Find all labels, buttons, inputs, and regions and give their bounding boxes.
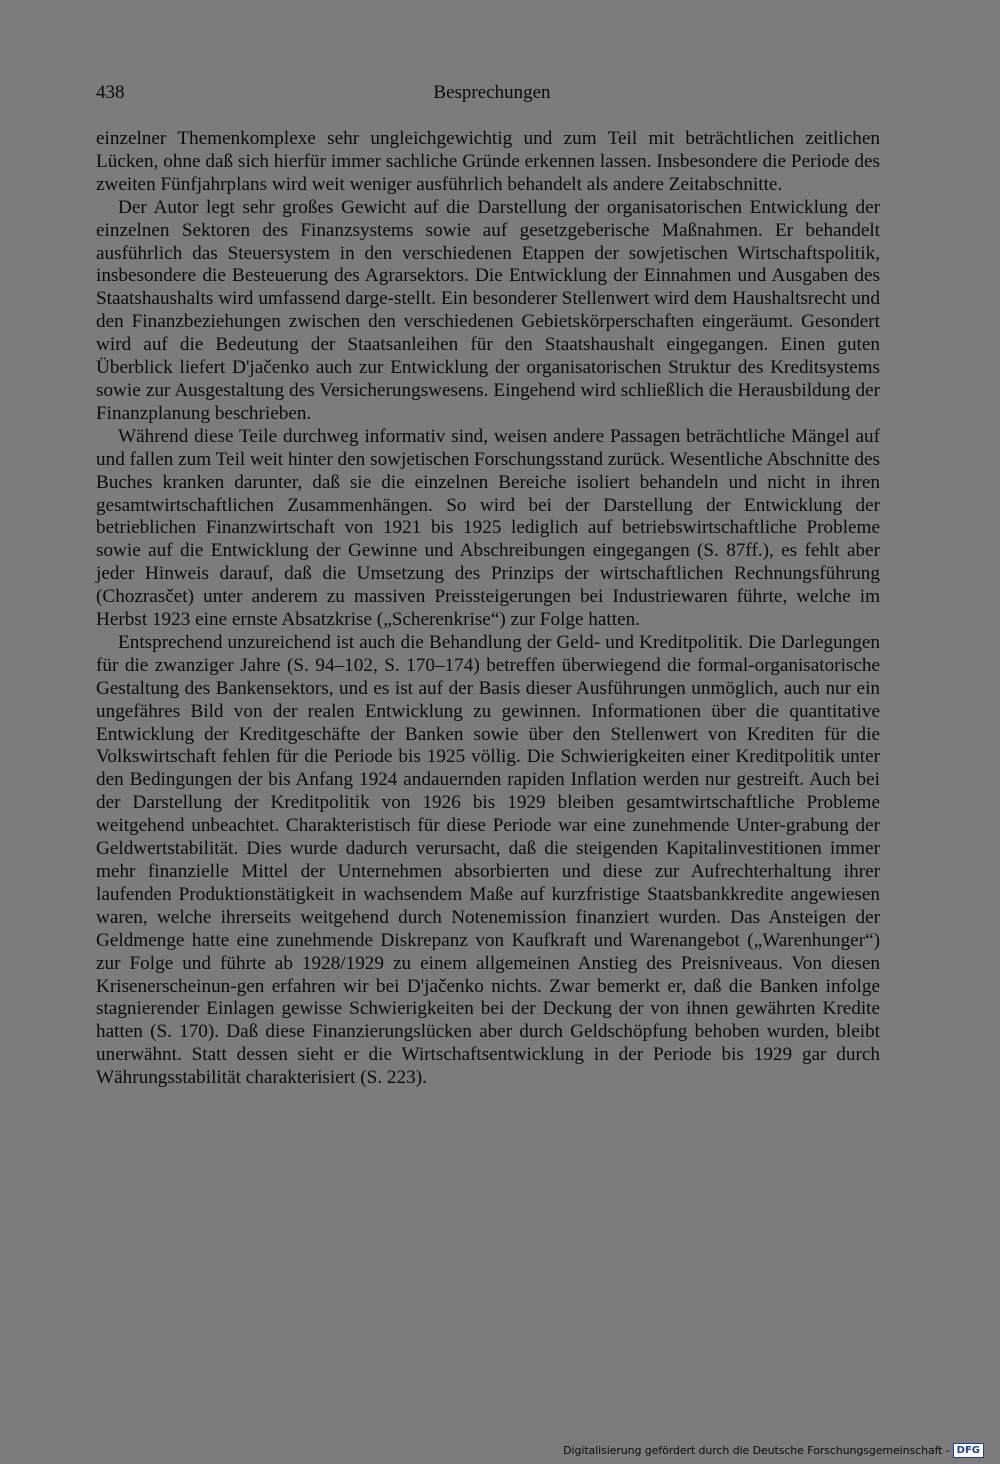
dfg-logo-icon: DFG [953, 1443, 984, 1458]
digitization-footer [563, 1442, 984, 1458]
paragraph-1: einzelner Themenkomplexe sehr ungleichgewichtig und zum Teil mit beträchtlichen zeitlichen Lücken, ohne daß sich hierfür immer sachliche Gründe erkennen lassen. Insbesondere die Periode des zweiten Fünfjahrplans wird weit weniger ausführlich behandelt als andere Zeitabschnitte. [96, 128, 880, 195]
body-text [96, 128, 880, 1090]
footer-credit-text: Digitalisierung gefördert durch die Deutsche Forschungsgemeinschaft - [563, 1443, 950, 1457]
running-header [96, 78, 880, 108]
paragraph-2: Der Autor legt sehr großes Gewicht auf die Darstellung der organisatorischen Entwicklung der einzelnen Sektoren des Finanzsystems sowie auf gesetzgeberische Maßnahmen. Er behandelt ausführlich das Steuersystem in den verschiedenen Etappen der sowjetischen Wirtschaftspolitik, insbesondere die Besteuerung des Agrarsektors. Die Entwicklung der Einnahmen und Ausgaben des Staatshaushalts wird umfassend darge-stellt. Ein besonderer Stellenwert wird dem Haushaltsrecht und den Finanzbeziehungen zwischen den verschiedenen Gebietskörperschaften eingeräumt. Gesondert wird auf die Bedeutung der Staatsanleihen für den Staatshaushalt eingegangen. Einen guten Überblick liefert D'jačenko auch zur Entwicklung der organisatorischen Struktur des Kreditsystems sowie zur Ausgestaltung des Versicherungswesens. Eingehend wird schließlich die Herausbildung der Finanzplanung beschrieben. [96, 196, 880, 424]
paragraph-3: Während diese Teile durchweg informativ sind, weisen andere Passagen beträchtliche Mängel auf und fallen zum Teil weit hinter den sowjetischen Forschungsstand zurück. Wesentliche Abschnitte des Buches kranken darunter, daß sie die einzelnen Bereiche isoliert behandeln und nicht in ihren gesamtwirtschaftlichen Zusammenhängen. So wird bei der Darstellung der Entwicklung der betrieblichen Finanzwirtschaft von 1921 bis 1925 lediglich auf betriebswirtschaftliche Probleme sowie auf die Entwicklung der Gewinne und Abschreibungen eingegangen (S. 87ff.), es fehlt aber jeder Hinweis darauf, daß die Umsetzung des Prinzips der wirtschaftlichen Rechnungsführung (Chozrasčet) unter anderem zu massiven Preissteigerungen bei Industriewaren führte, welche im Herbst 1923 eine ernste Absatzkrise („Scherenkrise“) zur Folge hatten. [96, 425, 880, 631]
page-number: 438 [96, 82, 125, 103]
paragraph-4: Entsprechend unzureichend ist auch die Behandlung der Geld- und Kreditpolitik. Die Darlegungen für die zwanziger Jahre (S. 94–102, S. 170–174) betreffen überwiegend die formal-organisatorische Gestaltung des Bankensektors, und es ist auf der Basis dieser Ausführungen unmöglich, auch nur ein ungefähres Bild von der realen Entwicklung zu gewinnen. Informationen über die quantitative Entwicklung der Kreditgeschäfte der Banken sowie über den Stellenwert von Krediten für die Volkswirtschaft fehlen für die Periode bis 1925 völlig. Die Schwierigkeiten einer Kreditpolitik unter den Bedingungen der bis Anfang 1924 andauernden rapiden Inflation werden nur gestreift. Auch bei der Darstellung der Kreditpolitik von 1926 bis 1929 bleiben gesamtwirtschaftliche Probleme weitgehend unbeachtet. Charakteristisch für diese Periode war eine zunehmende Unter-grabung der Geldwertstabilität. Dies wurde dadurch verursacht, daß die steigenden Kapitalinvestitionen immer mehr finanzielle Mittel der Unternehmen absorbierten und diese zur Aufrechterhaltung ihrer laufenden Produktionstätigkeit in wachsendem Maße auf kurzfristige Staatsbankkredite angewiesen waren, welche ihrerseits weitgehend durch Notenemission finanziert wurden. Das Ansteigen der Geldmenge hatte eine zunehmende Diskrepanz von Kaufkraft und Warenangebot („Warenhunger“) zur Folge und führte ab 1928/1929 zu einem allgemeinen Anstieg des Preisniveaus. Von diesen Krisenerscheinun-gen erfahren wir bei D'jačenko nichts. Zwar bemerkt er, daß die Banken infolge stagnierender Einlagen gewisse Schwierigkeiten bei der Deckung der von ihnen gewährten Kredite hatten (S. 170). Daß diese Finanzierungslücken aber durch Geldschöpfung behoben wurden, bleibt unerwähnt. Statt dessen sieht er die Wirtschaftsentwicklung in der Periode bis 1929 gar durch Währungsstabilität charakterisiert (S. 223). [96, 631, 880, 1089]
section-title: Besprechungen [433, 82, 551, 103]
